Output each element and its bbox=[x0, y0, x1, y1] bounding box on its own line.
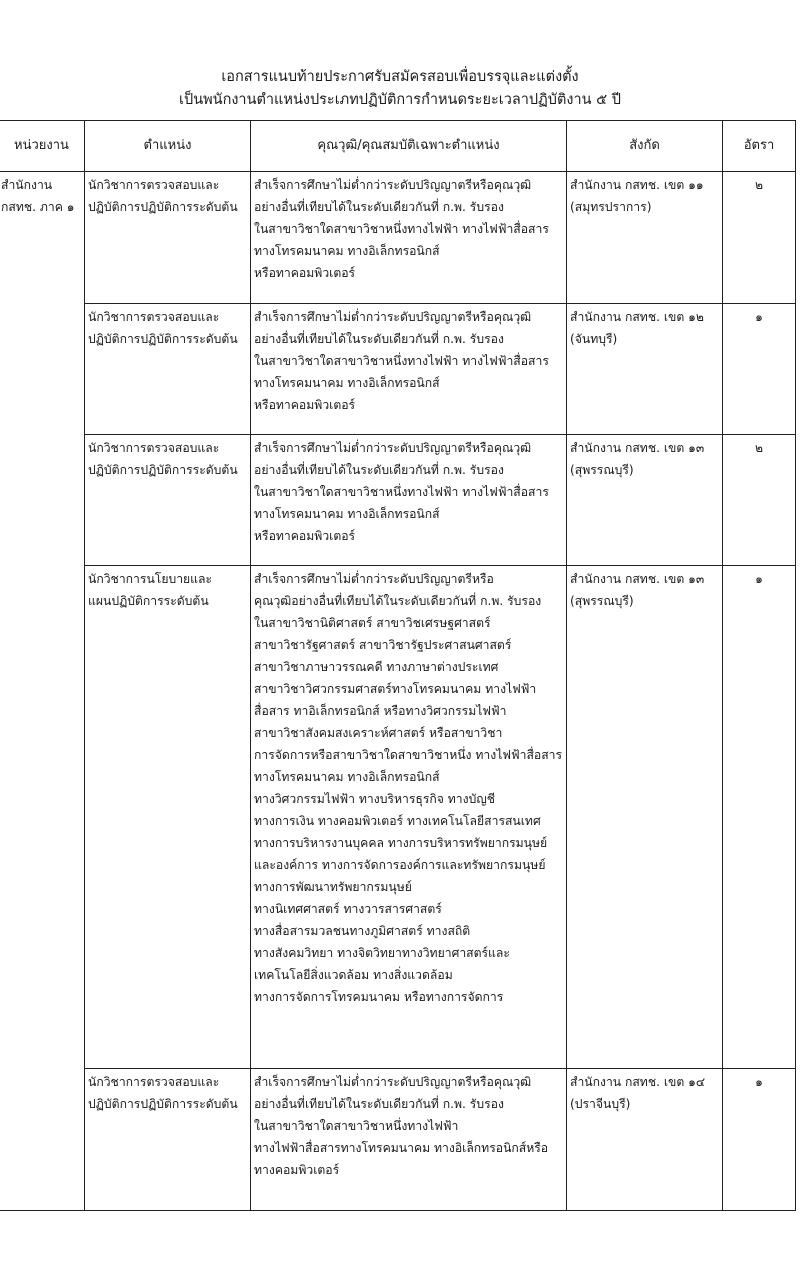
table-row bbox=[0, 172, 796, 304]
qualification-line: สื่อสาร ทาอิเล็กทรอนิกส์ หรือทางวิศวกรรมไฟฟ้า bbox=[254, 704, 507, 718]
qualification-line: อย่างอื่นที่เทียบได้ในระดับเดียวกันที่ ก.พ. รับรอง bbox=[254, 200, 504, 214]
qualification-line: ทางนิเทศศาสตร์ ทางวารสารศาสตร์ bbox=[254, 902, 442, 916]
header-unit: หน่วยงาน bbox=[0, 121, 85, 172]
position-line: นักวิชาการนโยบายและ bbox=[88, 572, 213, 586]
qualification-line: ทางการบริหารงานบุคคล ทางการบริหารทรัพยากรมนุษย์ bbox=[254, 836, 548, 850]
qualification-line: คุณวุฒิอย่างอื่นที่เทียบได้ในระดับเดียวกันที่ ก.พ. รับรอง bbox=[254, 594, 542, 608]
affiliation-cell bbox=[567, 1069, 723, 1211]
qualification-line: อย่างอื่นที่เทียบได้ในระดับเดียวกันที่ ก.พ. รับรอง bbox=[254, 463, 504, 477]
qualification-cell bbox=[251, 172, 567, 304]
qualification-line: ในสาขาวิชาใดสาขาวิชาหนึ่งทางไฟฟ้า ทางไฟฟ้าสื่อสาร bbox=[254, 354, 549, 368]
qualification-cell bbox=[251, 1069, 567, 1211]
rate-cell: ๑ bbox=[723, 304, 796, 435]
header-rate: อัตรา bbox=[723, 121, 796, 172]
qualification-line: ในสาขาวิชาใดสาขาวิชาหนึ่งทางไฟฟ้า bbox=[254, 1119, 459, 1133]
affiliation-line: (สุพรรณบุรี) bbox=[570, 463, 634, 477]
qualification-cell bbox=[251, 304, 567, 435]
affiliation-cell bbox=[567, 304, 723, 435]
rate-cell: ๒ bbox=[723, 435, 796, 566]
qualification-line: เทคโนโลยีสิ่งแวดล้อม ทางสิ่งแวดล้อม bbox=[254, 968, 453, 982]
position-cell bbox=[85, 304, 251, 435]
qualification-line: ทางสังคมวิทยา ทางจิตวิทยาทางวิทยาศาสตร์และ bbox=[254, 946, 510, 960]
qualification-line: สาขาวิชาภาษาวรรณคดี ทางภาษาต่างประเทศ bbox=[254, 660, 499, 674]
qualification-line: ทางไฟฟ้าสื่อสารทางโทรคมนาคม ทางอิเล็กทรอนิกส์หรือ bbox=[254, 1141, 549, 1155]
unit-line: สำนักงาน bbox=[1, 178, 53, 192]
qualification-line: สาขาวิชารัฐศาสตร์ สาขาวิชารัฐประศาสนศาสตร์ bbox=[254, 638, 512, 652]
qualification-line: หรือทาคอมพิวเตอร์ bbox=[254, 529, 356, 543]
qualification-cell bbox=[251, 435, 567, 566]
qualification-line: ทางการจัดการโทรคมนาคม หรือทางการจัดการ bbox=[254, 990, 504, 1004]
position-cell bbox=[85, 1069, 251, 1211]
qualification-line: หรือทาคอมพิวเตอร์ bbox=[254, 266, 356, 280]
qualification-line: และองค์การ ทางการจัดการองค์การและทรัพยากรมนุษย์ bbox=[254, 858, 546, 872]
affiliation-cell bbox=[567, 172, 723, 304]
qualification-line: ทางการเงิน ทางคอมพิวเตอร์ ทางเทคโนโลยีสารสนเทศ bbox=[254, 814, 541, 828]
qualification-line: สำเร็จการศึกษาไม่ต่ำกว่าระดับปริญญาตรีหรือคุณวุฒิ bbox=[254, 178, 532, 192]
qualification-cell bbox=[251, 566, 567, 1069]
qualification-line: ทางโทรคมนาคม ทางอิเล็กทรอนิกส์ bbox=[254, 507, 440, 521]
qualification-line: ทางโทรคมนาคม ทางอิเล็กทรอนิกส์ bbox=[254, 376, 440, 390]
affiliation-line: สำนักงาน กสทช. เขต ๑๒ bbox=[570, 310, 704, 324]
position-line: นักวิชาการตรวจสอบและ bbox=[88, 441, 220, 455]
affiliation-line: (จันทบุรี) bbox=[570, 332, 618, 346]
position-line: ปฏิบัติการปฏิบัติการระดับต้น bbox=[88, 332, 238, 346]
qualification-line: ทางคอมพิวเตอร์ bbox=[254, 1163, 340, 1177]
qualification-line: สำเร็จการศึกษาไม่ต่ำกว่าระดับปริญญาตรีหรือ bbox=[254, 572, 494, 586]
position-cell bbox=[85, 435, 251, 566]
affiliation-line: สำนักงาน กสทช. เขต ๑๑ bbox=[570, 178, 704, 192]
unit-line: กสทช. ภาค ๑ bbox=[1, 200, 75, 214]
affiliation-line: (ปราจีนบุรี) bbox=[570, 1097, 631, 1111]
document-title bbox=[0, 66, 800, 112]
position-line: ปฏิบัติการปฏิบัติการระดับต้น bbox=[88, 1097, 238, 1111]
qualification-line: ในสาขาวิชาใดสาขาวิชาหนึ่งทางไฟฟ้า ทางไฟฟ้าสื่อสาร bbox=[254, 485, 549, 499]
table-header-row bbox=[0, 121, 796, 172]
qualification-line: ทางสื่อสารมวลชนทางภูมิศาสตร์ ทางสถิติ bbox=[254, 924, 471, 938]
table-row bbox=[0, 304, 796, 435]
qualification-line: ทางโทรคมนาคม ทางอิเล็กทรอนิกส์ bbox=[254, 770, 440, 784]
qualification-line: การจัดการหรือสาขาวิชาใดสาขาวิชาหนึ่ง ทางไฟฟ้าสื่อสาร bbox=[254, 748, 563, 762]
header-affiliation: สังกัด bbox=[567, 121, 723, 172]
position-line: นักวิชาการตรวจสอบและ bbox=[88, 178, 220, 192]
header-position: ตำแหน่ง bbox=[85, 121, 251, 172]
qualification-line: อย่างอื่นที่เทียบได้ในระดับเดียวกันที่ ก.พ. รับรอง bbox=[254, 332, 504, 346]
qualification-line: สาขาวิชาสังคมสงเคราะห์ศาสตร์ หรือสาขาวิชา bbox=[254, 726, 503, 740]
positions-table bbox=[0, 120, 796, 1211]
position-cell bbox=[85, 172, 251, 304]
qualification-line: สำเร็จการศึกษาไม่ต่ำกว่าระดับปริญญาตรีหรือคุณวุฒิ bbox=[254, 1075, 532, 1089]
position-line: นักวิชาการตรวจสอบและ bbox=[88, 1075, 220, 1089]
title-line-2: เป็นพนักงานตำแหน่งประเภทปฏิบัติการกำหนดระยะเวลาปฏิบัติงาน ๕ ปี bbox=[179, 92, 621, 108]
position-line: ปฏิบัติการปฏิบัติการระดับต้น bbox=[88, 463, 238, 477]
affiliation-cell bbox=[567, 435, 723, 566]
table-row bbox=[0, 435, 796, 566]
qualification-line: หรือทาคอมพิวเตอร์ bbox=[254, 398, 356, 412]
qualification-line: ทางโทรคมนาคม ทางอิเล็กทรอนิกส์ bbox=[254, 244, 440, 258]
qualification-line: ทางวิศวกรรมไฟฟ้า ทางบริหารธุรกิจ ทางบัญชี bbox=[254, 792, 495, 806]
qualification-line: ทางการพัฒนาทรัพยากรมนุษย์ bbox=[254, 880, 412, 894]
affiliation-line: สำนักงาน กสทช. เขต ๑๔ bbox=[570, 1075, 706, 1089]
affiliation-line: (สมุทรปราการ) bbox=[570, 200, 652, 214]
qualification-line: สาขาวิชาวิศวกรรมศาสตร์ทางโทรคมนาคม ทางไฟฟ้า bbox=[254, 682, 537, 696]
rate-cell: ๑ bbox=[723, 566, 796, 1069]
qualification-line: สำเร็จการศึกษาไม่ต่ำกว่าระดับปริญญาตรีหรือคุณวุฒิ bbox=[254, 310, 532, 324]
affiliation-line: สำนักงาน กสทช. เขต ๑๓ bbox=[570, 441, 705, 455]
title-line-1: เอกสารแนบท้ายประกาศรับสมัครสอบเพื่อบรรจุและแต่งตั้ง bbox=[221, 69, 579, 85]
unit-cell bbox=[0, 172, 85, 1211]
affiliation-cell bbox=[567, 566, 723, 1069]
table-row bbox=[0, 1069, 796, 1211]
position-cell bbox=[85, 566, 251, 1069]
qualification-line: อย่างอื่นที่เทียบได้ในระดับเดียวกันที่ ก.พ. รับรอง bbox=[254, 1097, 504, 1111]
position-line: ปฏิบัติการปฏิบัติการระดับต้น bbox=[88, 200, 238, 214]
table-row bbox=[0, 566, 796, 1069]
qualification-line: ในสาขาวิชาใดสาขาวิชาหนึ่งทางไฟฟ้า ทางไฟฟ้าสื่อสาร bbox=[254, 222, 549, 236]
qualification-line: สำเร็จการศึกษาไม่ต่ำกว่าระดับปริญญาตรีหรือคุณวุฒิ bbox=[254, 441, 532, 455]
rate-cell: ๑ bbox=[723, 1069, 796, 1211]
position-line: แผนปฏิบัติการระดับต้น bbox=[88, 594, 209, 608]
affiliation-line: สำนักงาน กสทช. เขต ๑๓ bbox=[570, 572, 705, 586]
position-line: นักวิชาการตรวจสอบและ bbox=[88, 310, 220, 324]
header-qualification: คุณวุฒิ/คุณสมบัติเฉพาะตำแหน่ง bbox=[251, 121, 567, 172]
qualification-line: ในสาขาวิชานิติศาสตร์ สาขาวิชเศรษฐศาสตร์ bbox=[254, 616, 491, 630]
affiliation-line: (สุพรรณบุรี) bbox=[570, 594, 634, 608]
rate-cell: ๒ bbox=[723, 172, 796, 304]
